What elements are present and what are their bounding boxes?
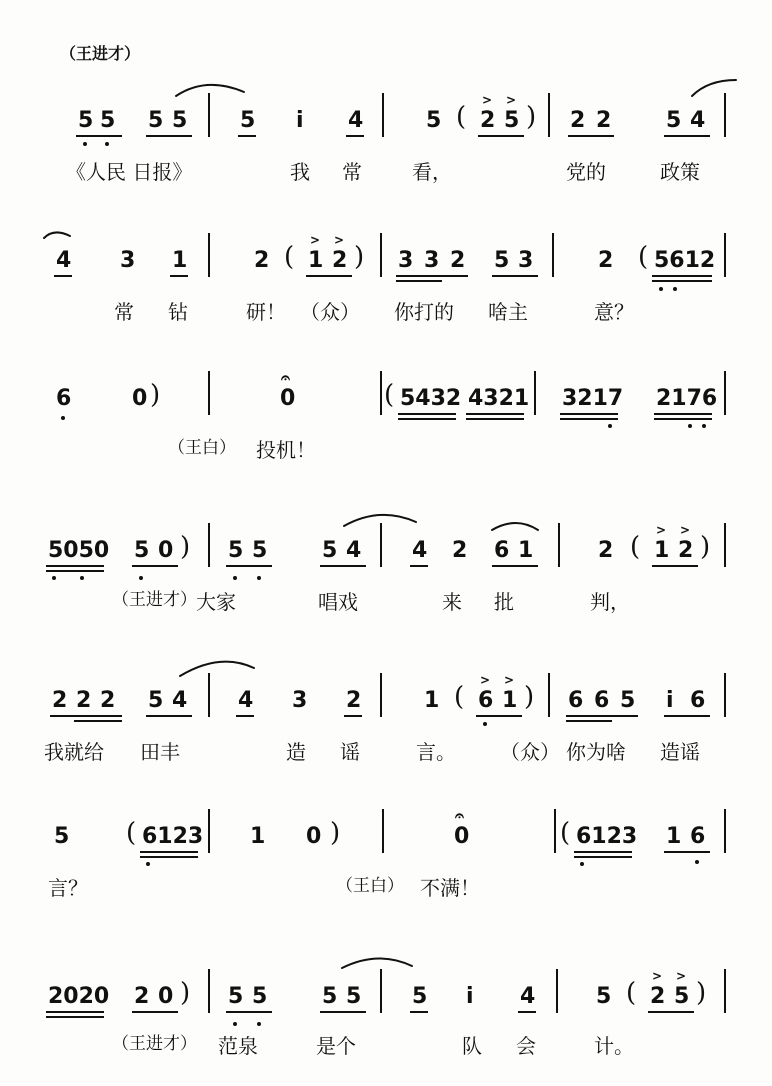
note: 6 xyxy=(494,538,510,563)
speaker-label: （王进才） xyxy=(112,590,197,610)
note: 5 xyxy=(346,984,362,1009)
note: 4 xyxy=(690,108,706,133)
lyric: 言。 xyxy=(416,740,456,764)
note: 3 xyxy=(120,248,136,273)
lyric: 常 xyxy=(342,160,362,184)
slur xyxy=(492,523,538,530)
note: 2176 xyxy=(656,386,718,411)
note: 0 xyxy=(132,386,148,411)
note: 5 xyxy=(148,108,164,133)
note: 2 xyxy=(134,984,150,1009)
note: i xyxy=(666,688,674,713)
lyric: 啥主 xyxy=(488,300,528,324)
accent-mark: > xyxy=(310,233,321,247)
paren-close: ) xyxy=(330,818,341,848)
note: 6 xyxy=(690,824,706,849)
note: 3217 xyxy=(562,386,624,411)
spoken-line: 不满！ xyxy=(420,876,480,900)
lyric: 田丰 xyxy=(140,740,180,764)
paren-close: ) xyxy=(526,102,537,132)
accent-mark: > xyxy=(506,93,517,107)
lyric: 会 xyxy=(516,1034,536,1058)
lyric: 意？ xyxy=(594,300,634,324)
lyric: 计。 xyxy=(594,1034,634,1058)
note: 5 xyxy=(620,688,636,713)
lyric: 你打的 xyxy=(394,300,454,324)
paren-open: ( xyxy=(384,380,395,410)
note: 1 xyxy=(502,688,518,713)
lyric: 造 xyxy=(286,740,306,764)
lyric: 我就给 xyxy=(44,740,104,764)
note: 5 xyxy=(228,538,244,563)
note: 5 xyxy=(172,108,188,133)
note: 6 xyxy=(690,688,706,713)
note: 2 xyxy=(254,248,270,273)
note: 3 xyxy=(424,248,440,273)
note: 0 xyxy=(158,538,174,563)
note: 2 xyxy=(346,688,362,713)
paren-close: ) xyxy=(180,532,191,562)
accent-mark: > xyxy=(652,969,663,983)
lyric: （众） xyxy=(500,740,560,764)
note: 5050 xyxy=(48,538,110,563)
paren-close: ) xyxy=(524,682,535,712)
note: 2 xyxy=(76,688,92,713)
note: 4 xyxy=(238,688,254,713)
note: 1 xyxy=(250,824,266,849)
paren-close: ) xyxy=(180,978,191,1008)
lyric: 我 xyxy=(290,160,310,184)
lyric: 判， xyxy=(590,590,630,614)
note: 5 xyxy=(322,538,338,563)
note: 1 xyxy=(308,248,324,273)
lyric: 你为啥 xyxy=(566,740,626,764)
note: 5 xyxy=(494,248,510,273)
note: 2 xyxy=(598,248,614,273)
speaker-label: （王进才） xyxy=(112,1034,197,1054)
paren-close: ) xyxy=(700,532,711,562)
slur xyxy=(344,515,416,526)
note: 2 xyxy=(650,984,666,1009)
note: 5 xyxy=(322,984,338,1009)
note: 2 xyxy=(452,538,468,563)
note: 0 xyxy=(454,824,470,849)
slur xyxy=(180,662,254,676)
lyric: 党的 xyxy=(566,160,606,184)
note: 2 xyxy=(450,248,466,273)
note: 1 xyxy=(424,688,440,713)
paren-open: ( xyxy=(454,682,465,712)
paren-open: ( xyxy=(456,102,467,132)
fermata-mark: 𝄐 xyxy=(455,806,464,825)
note: 1 xyxy=(172,248,188,273)
note: 6 xyxy=(478,688,494,713)
lyric: 范泉 xyxy=(218,1034,258,1058)
note: 4 xyxy=(520,984,536,1009)
note: 6 xyxy=(56,386,72,411)
note: 5612 xyxy=(654,248,716,273)
paren-open: ( xyxy=(560,818,571,848)
note: 5 xyxy=(54,824,70,849)
paren-close: ) xyxy=(354,242,365,272)
lyric: 谣 xyxy=(340,740,360,764)
note: 5 xyxy=(134,538,150,563)
accent-mark: > xyxy=(504,673,515,687)
accent-mark: > xyxy=(676,969,687,983)
accent-mark: > xyxy=(656,523,667,537)
lyric: 研！ xyxy=(246,300,286,324)
note: 5 xyxy=(252,538,268,563)
note: 6 xyxy=(568,688,584,713)
paren-close: ) xyxy=(696,978,707,1008)
note: 5 xyxy=(426,108,442,133)
note: 6123 xyxy=(142,824,204,849)
note: 2020 xyxy=(48,984,110,1009)
note: 2 xyxy=(52,688,68,713)
note: 6 xyxy=(594,688,610,713)
accent-mark: > xyxy=(482,93,493,107)
note: 0 xyxy=(158,984,174,1009)
accent-mark: > xyxy=(480,673,491,687)
slur xyxy=(342,958,412,968)
note: 5 xyxy=(412,984,428,1009)
note: 0 xyxy=(280,386,296,411)
note: 3 xyxy=(518,248,534,273)
slur xyxy=(692,80,736,96)
paren-open: ( xyxy=(126,818,137,848)
paren-close: ) xyxy=(150,380,161,410)
lyric: 唱戏 xyxy=(318,590,358,614)
note: 6123 xyxy=(576,824,638,849)
lyric: 钻 xyxy=(168,300,188,324)
lyric: 是个 xyxy=(316,1034,356,1058)
note: i xyxy=(466,984,474,1009)
paren-open: ( xyxy=(638,242,649,272)
note: i xyxy=(296,108,304,133)
paren-open: ( xyxy=(284,242,295,272)
note: 5 xyxy=(240,108,256,133)
slur xyxy=(176,85,244,96)
note: 1 xyxy=(666,824,682,849)
singer-label: （王进才） xyxy=(60,44,141,63)
note: 5432 xyxy=(400,386,462,411)
note: 5 xyxy=(100,108,116,133)
note: 4 xyxy=(346,538,362,563)
lyric: 言？ xyxy=(48,876,88,900)
note: 5 xyxy=(252,984,268,1009)
lyric: （众） xyxy=(300,300,360,324)
lyric: 造谣 xyxy=(660,740,700,764)
note: 2 xyxy=(100,688,116,713)
note: 4 xyxy=(348,108,364,133)
note: 5 xyxy=(504,108,520,133)
paren-open: ( xyxy=(626,978,637,1008)
note: 1 xyxy=(654,538,670,563)
note: 5 xyxy=(674,984,690,1009)
speaker-label: （王白） xyxy=(336,876,404,896)
lyric: 《人民 日报》 xyxy=(66,160,193,184)
note: 4 xyxy=(172,688,188,713)
lyric: 看， xyxy=(412,160,452,184)
slur xyxy=(44,232,70,238)
note: 0 xyxy=(306,824,322,849)
note: 3 xyxy=(292,688,308,713)
note: 2 xyxy=(332,248,348,273)
fermata-mark: 𝄐 xyxy=(281,368,290,387)
note: 4 xyxy=(56,248,72,273)
note: 2 xyxy=(570,108,586,133)
note: 2 xyxy=(678,538,694,563)
accent-mark: > xyxy=(680,523,691,537)
note: 2 xyxy=(598,538,614,563)
lyric: 政策 xyxy=(660,160,700,184)
note: 1 xyxy=(518,538,534,563)
note: 5 xyxy=(596,984,612,1009)
lyric: 来 xyxy=(442,590,462,614)
paren-open: ( xyxy=(630,532,641,562)
speaker-label: （王白） xyxy=(168,438,236,458)
note: 5 xyxy=(78,108,94,133)
lyric: 常 xyxy=(114,300,134,324)
note: 4 xyxy=(412,538,428,563)
spoken-line: 投机！ xyxy=(256,438,316,462)
note: 2 xyxy=(596,108,612,133)
note: 5 xyxy=(228,984,244,1009)
note: 4321 xyxy=(468,386,530,411)
note: 5 xyxy=(666,108,682,133)
accent-mark: > xyxy=(334,233,345,247)
lyric: 大家 xyxy=(196,590,236,614)
lyric: 队 xyxy=(462,1034,482,1058)
note: 5 xyxy=(148,688,164,713)
note: 3 xyxy=(398,248,414,273)
note: 2 xyxy=(480,108,496,133)
lyric: 批 xyxy=(494,590,514,614)
